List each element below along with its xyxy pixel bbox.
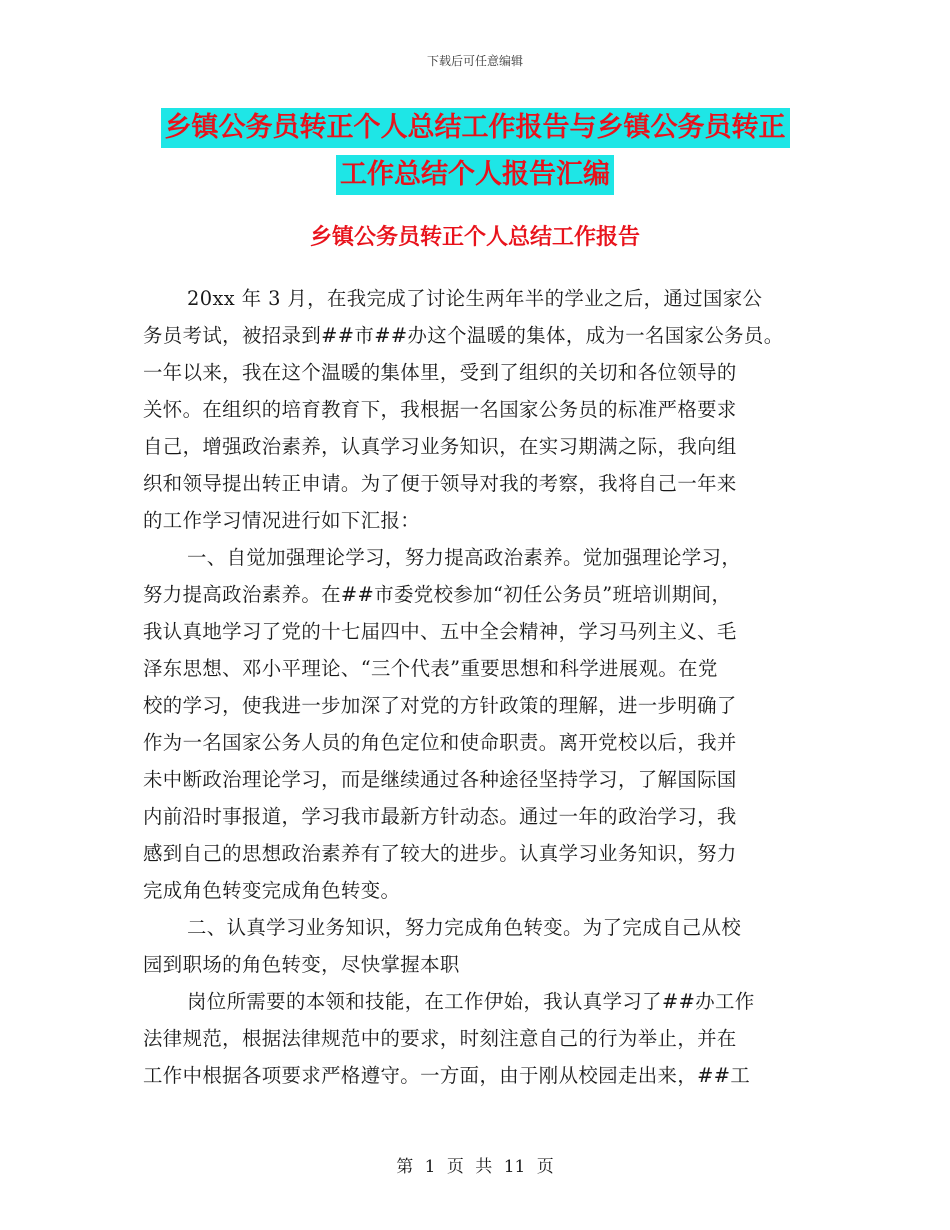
text-line: 工作中根据各项要求严格遵守。一方面，由于刚从校园走出来，##工 <box>143 1064 751 1087</box>
text-line: 一年以来，我在这个温暖的集体里，受到了组织的关切和各位领导的 <box>143 361 737 384</box>
text-line: 二、认真学习业务知识，努力完成角色转变。为了完成自己从校 <box>187 916 742 939</box>
text-line: 自己，增强政治素养，认真学习业务知识，在实习期满之际，我向组 <box>143 435 737 458</box>
text-line: 关怀。在组织的培育教育下，我根据一名国家公务员的标准严格要求 <box>143 398 737 421</box>
document-body <box>143 280 803 1094</box>
text-line: 一、自觉加强理论学习，努力提高政治素养。觉加强理论学习， <box>187 546 742 569</box>
title-line-1: 乡镇公务员转正个人总结工作报告与乡镇公务员转正 <box>161 108 790 148</box>
text-line: 岗位所需要的本领和技能，在工作伊始，我认真学习了##办工作 <box>187 990 755 1013</box>
text-line: 未中断政治理论学习，而是继续通过各种途径坚持学习，了解国际国 <box>143 768 737 791</box>
text-line: 我认真地学习了党的十七届四中、五中全会精神，学习马列主义、毛 <box>143 620 737 643</box>
text-line: 完成角色转变完成角色转变。 <box>143 879 401 902</box>
text-line: 感到自己的思想政治素养有了较大的进步。认真学习业务知识，努力 <box>143 842 737 865</box>
text-line: 务员考试，被招录到##市##办这个温暖的集体，成为一名国家公务员。 <box>143 324 784 347</box>
page-footer: 第 1 页 共 11 页 <box>396 1157 554 1177</box>
text-line: 20xx 年 3 月，在我完成了讨论生两年半的学业之后，通过国家公 <box>187 287 763 310</box>
section-title: 乡镇公务员转正个人总结工作报告 <box>309 225 640 250</box>
text-line: 园到职场的角色转变，尽快掌握本职 <box>143 953 460 976</box>
header-note: 下载后可任意编辑 <box>426 54 523 68</box>
text-line: 织和领导提出转正申请。为了便于领导对我的考察，我将自己一年来 <box>143 472 737 495</box>
text-line: 作为一名国家公务人员的角色定位和使命职责。离开党校以后，我并 <box>143 731 737 754</box>
document-title <box>140 108 810 195</box>
text-line: 校的学习，使我进一步加深了对党的方针政策的理解，进一步明确了 <box>143 694 737 717</box>
text-line: 内前沿时事报道，学习我市最新方针动态。通过一年的政治学习，我 <box>143 805 737 828</box>
text-line: 的工作学习情况进行如下汇报： <box>143 509 421 532</box>
title-line-2: 工作总结个人报告汇编 <box>336 155 614 195</box>
text-line: 努力提高政治素养。在##市委党校参加“初任公务员”班培训期间， <box>143 583 732 606</box>
text-line: 法律规范，根据法律规范中的要求，时刻注意自己的行为举止，并在 <box>143 1027 737 1050</box>
text-line: 泽东思想、邓小平理论、“三个代表”重要思想和科学进展观。在党 <box>143 657 718 680</box>
